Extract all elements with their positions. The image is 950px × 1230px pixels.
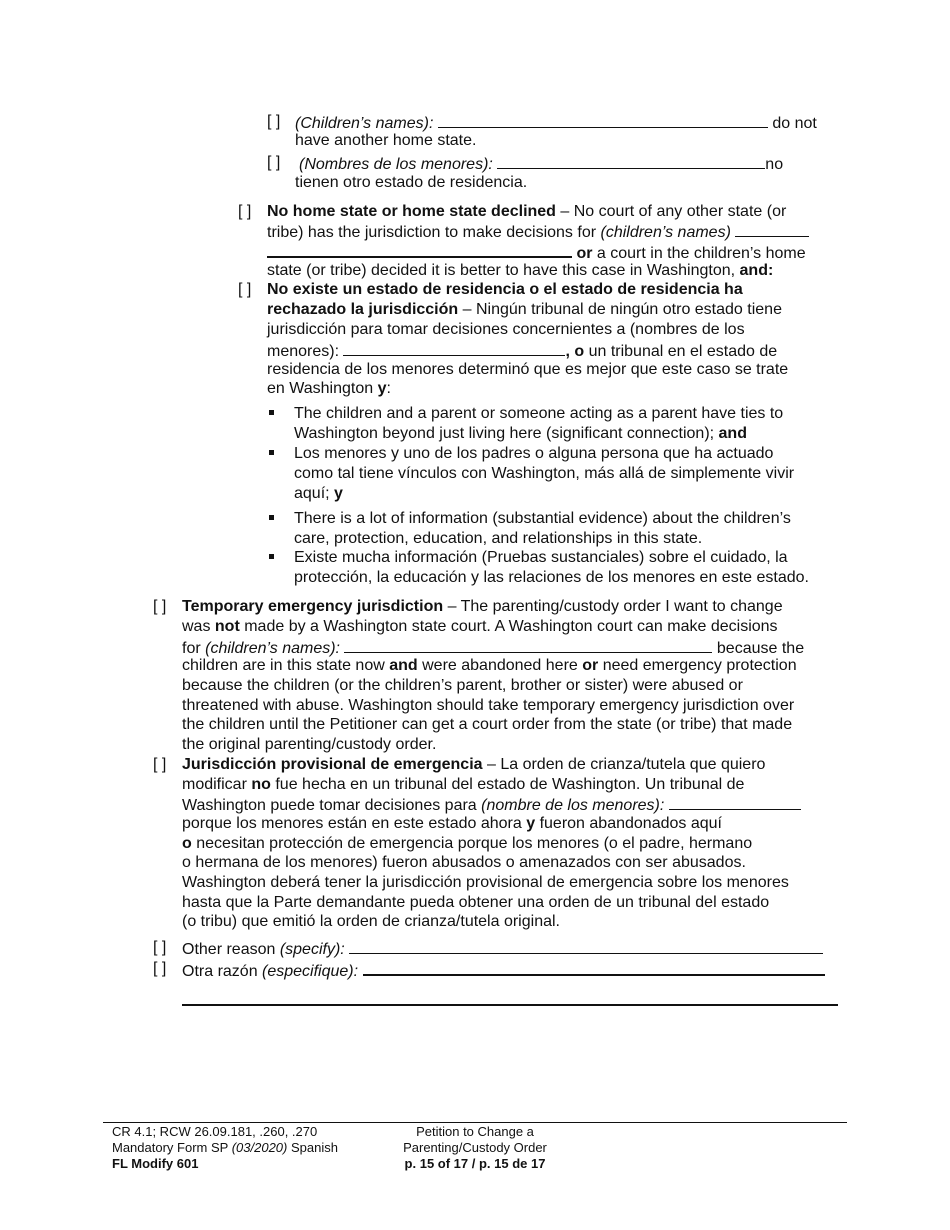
bullet-icon <box>269 554 274 559</box>
no-existe-line6: en Washington y: <box>267 380 391 397</box>
bullet-2-line3: aquí; y <box>294 485 343 502</box>
checkbox-temporary-emergency[interactable]: [ ] <box>153 598 167 615</box>
checkbox-other-reason[interactable]: [ ] <box>153 939 167 956</box>
temp-line8: the original parenting/custody order. <box>182 736 437 753</box>
no-existe-line4: menores): , o un tribunal en el estado de <box>267 340 777 361</box>
footer-form: Mandatory Form SP (03/2020) Spanish <box>112 1140 338 1155</box>
children-names-field[interactable] <box>438 112 768 128</box>
bullet-3-line2: care, protection, education, and relationships in this state. <box>294 530 703 547</box>
no-existe-menores-field[interactable] <box>343 340 565 356</box>
bullet-3-line1: There is a lot of information (substantial evidence) about the children’s <box>294 510 791 527</box>
footer-title-2: Parenting/Custody Order <box>403 1140 547 1155</box>
no-home-children-field[interactable] <box>735 221 809 237</box>
bullet-2-line2: como tal tiene vínculos con Washington, más allá de simplemente vivir <box>294 465 795 482</box>
other-reason-en: Other reason (specify): <box>182 938 823 959</box>
bullet-4-line1: Existe mucha información (Pruebas sustanciales) sobre el cuidado, la <box>294 549 788 566</box>
children-no-home-es-line1: (Nombres de los menores): no <box>299 153 783 174</box>
no-existe-line5: residencia de los menores determinó que es mejor que este caso se trate <box>267 361 789 378</box>
checkbox-no-home-state[interactable]: [ ] <box>238 203 252 220</box>
bullet-icon <box>269 515 274 520</box>
temp-line6: threatened with abuse. Washington should take temporary emergency jurisdiction over <box>182 697 795 714</box>
temp-line1: Temporary emergency jurisdiction – The parenting/custody order I want to change <box>182 598 783 615</box>
footer-rcw: CR 4.1; RCW 26.09.181, .260, .270 <box>112 1124 318 1139</box>
children-no-home-es-line2: tienen otro estado de residencia. <box>295 174 528 191</box>
juris-line2: modificar no fue hecha en un tribunal del estado de Washington. Un tribunal de <box>182 776 745 793</box>
temp-line2: was not made by a Washington state court. A Washington court can make decisions <box>182 618 778 635</box>
other-reason-es: Otra razón (especifique): <box>182 959 825 981</box>
no-home-state-line4: state (or tribe) decided it is better to have this case in Washington, and: <box>267 262 774 279</box>
bullet-icon <box>269 450 274 455</box>
juris-line9: (o tribu) que emitió la orden de crianza/tutela original. <box>182 913 560 930</box>
juris-line1: Jurisdicción provisional de emergencia – La orden de crianza/tutela que quiero <box>182 756 766 773</box>
checkbox-otra-razon[interactable]: [ ] <box>153 960 167 977</box>
checkbox-jurisdiccion-provisional[interactable]: [ ] <box>153 756 167 773</box>
otra-razon-field[interactable] <box>363 959 825 976</box>
no-existe-line1: No existe un estado de residencia o el estado de residencia ha <box>267 281 743 298</box>
no-home-children-field-cont[interactable] <box>267 241 572 258</box>
bullet-4-line2: protección, la educación y las relaciones de los menores en este estado. <box>294 569 809 586</box>
bullet-2-line1: Los menores y uno de los padres o alguna persona que ha actuado <box>294 445 774 462</box>
temp-line4: children are in this state now and were abandoned here or need emergency protection <box>182 657 797 674</box>
other-reason-field[interactable] <box>349 938 823 954</box>
no-home-state-line3: or a court in the children’s home <box>267 241 806 263</box>
bullet-1-line1: The children and a parent or someone acting as a parent have ties to <box>294 405 784 422</box>
no-existe-line2: rechazado la jurisdicción – Ningún tribunal de ningún otro estado tiene <box>267 301 782 318</box>
footer-form-id: FL Modify 601 <box>112 1156 199 1171</box>
juris-line8: hasta que la Parte demandante pueda obtener una orden de un tribunal del estado <box>182 894 770 911</box>
temp-line5: because the children (or the children’s parent, brother or sister) were abused or <box>182 677 743 694</box>
temp-children-field[interactable] <box>344 637 712 653</box>
checkbox-children-no-home-en[interactable]: [ ] <box>267 113 281 130</box>
no-home-state-line1: No home state or home state declined – No court of any other state (or <box>267 203 787 220</box>
juris-line4: porque los menores están en este estado ahora y fueron abandonados aquí <box>182 815 722 832</box>
juris-line5: o necesitan protección de emergencia porque los menores (o el padre, hermano <box>182 835 753 852</box>
juris-line6: o hermana de los menores) fueron abusados o amenazados con ser abusados. <box>182 854 746 871</box>
no-home-state-line2: tribe) has the jurisdiction to make decisions for (children’s names) <box>267 221 809 242</box>
juris-menores-field[interactable] <box>669 794 801 810</box>
footer-divider <box>103 1122 847 1123</box>
checkbox-children-no-home-es[interactable]: [ ] <box>267 154 281 171</box>
bullet-1-line2: Washington beyond just living here (significant connection); and <box>294 425 747 442</box>
other-reason-extra-line[interactable] <box>182 1004 838 1006</box>
checkbox-no-existe[interactable]: [ ] <box>238 281 252 298</box>
juris-line3: Washington puede tomar decisiones para (nombre de los menores): <box>182 794 801 815</box>
temp-line7: the children until the Petitioner can get a court order from the state (or tribe) that made <box>182 716 793 733</box>
juris-line7: Washington deberá tener la jurisdicción provisional de emergencia sobre los menores <box>182 874 789 891</box>
no-existe-line3: jurisdicción para tomar decisiones concernientes a (nombres de los <box>267 321 745 338</box>
nombres-menores-field[interactable] <box>497 153 765 169</box>
footer-title-1: Petition to Change a <box>416 1124 534 1139</box>
temp-line3: for (children’s names): because the <box>182 637 804 658</box>
footer-page-number: p. 15 of 17 / p. 15 de 17 <box>404 1156 546 1171</box>
children-no-home-en-line1: (Children’s names): do not <box>295 112 817 133</box>
children-no-home-en-line2: have another home state. <box>295 132 477 149</box>
bullet-icon <box>269 410 274 415</box>
